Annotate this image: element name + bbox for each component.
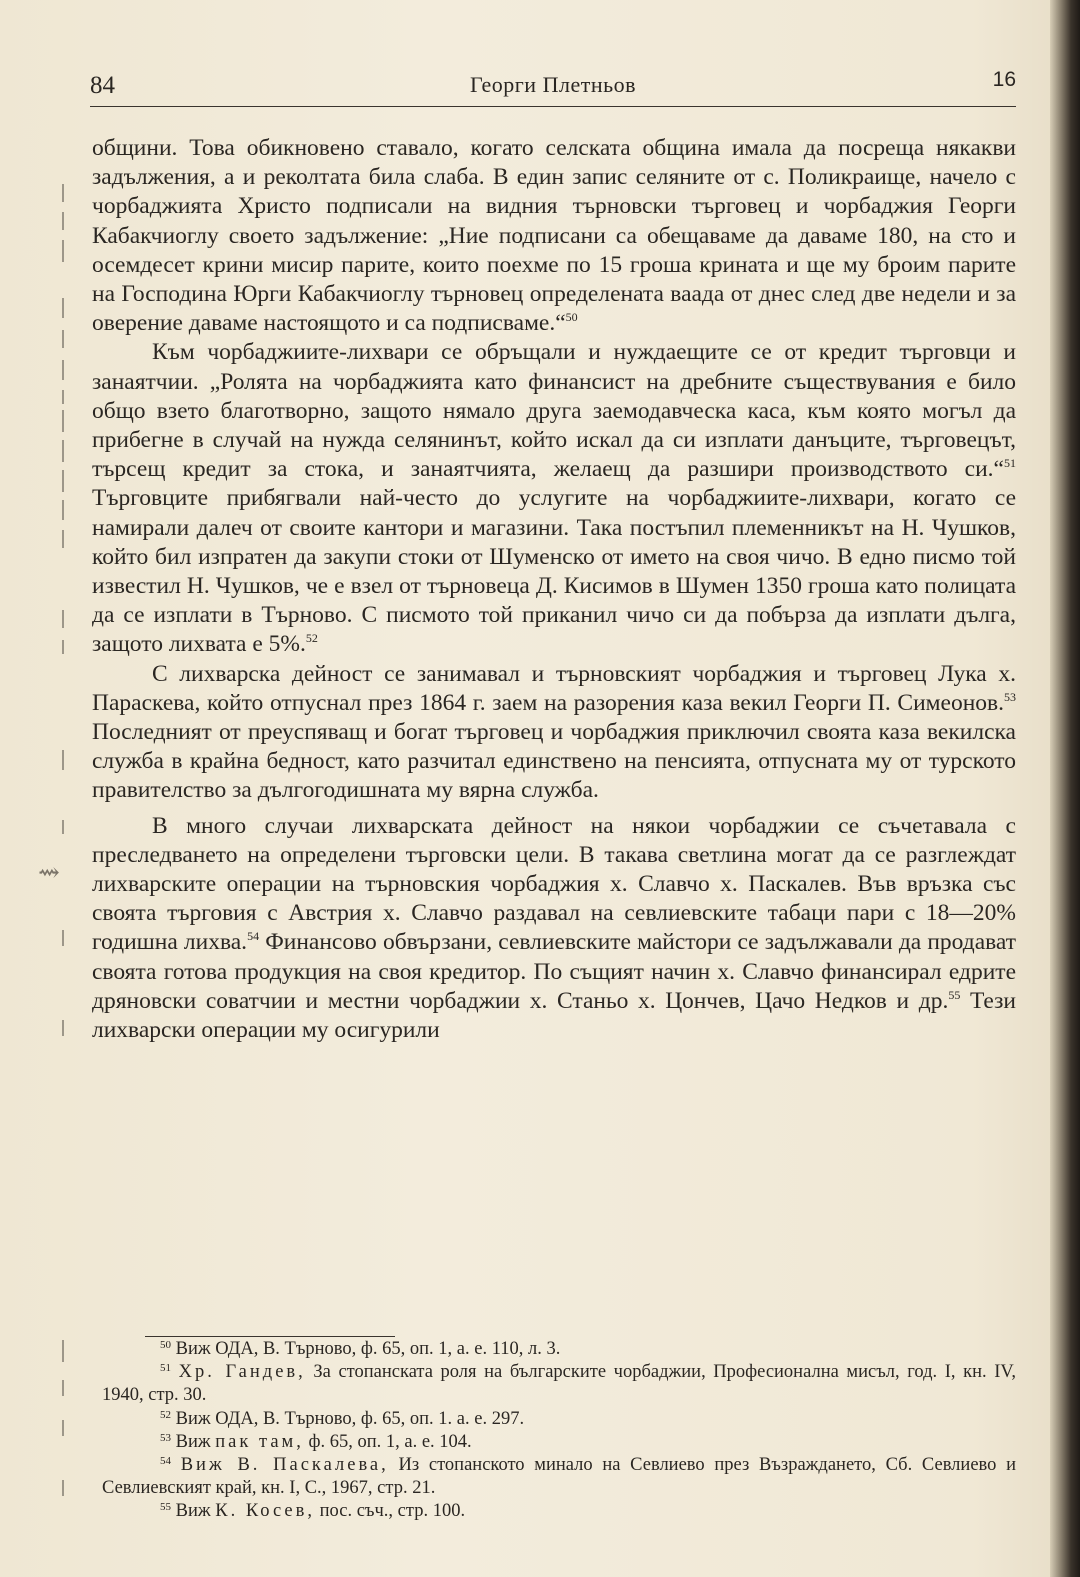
page-number: 84 [90, 72, 115, 99]
footnote-ref: 54 [247, 929, 260, 944]
page-header [90, 66, 1016, 107]
footnotes [102, 1338, 1016, 1524]
footnote: $^{55}$ Виж К. Косев, пос. съч., стр. 100. [160, 1501, 466, 1522]
footnote: $^{53}$ Виж пак там, ф. 65, оп. 1, а. е. 104. [160, 1431, 472, 1452]
main-text [92, 134, 1016, 1045]
book-spine-shadow [1050, 0, 1080, 1577]
paragraph-3: С лихварска дейност се занимавал и търновският чорбаджия и търговец Лука х. Параскева, който отпуснал през 1864 г. заем на разорения каза векил Георги П. Симеонов.$^{53}$ Последният от преуспяващ и богат търговец и чорбаджия приключил своята каза векилска служба в крайна бедност, като разчитал единствено на пенсията, отпусната му от турското правителство за дългогодишната му вярна служба. [92, 660, 1016, 804]
paragraph-4: В много случаи лихварската дейност на някои чорбаджии се съчетавала с преследването на определени търговски цели. В такава светлина могат да се разглеждат лихварските операции на търновския чорбаджия х. Славчо х. Паскалев. Във връзка със своята търговия с Австрия х. Славчо раздавал на севлиевските табаци пари с 18—20% годишна лихва.$^{54}$ Финансово обвързани, севлиевските майстори се задължавали да продават своята готова продукция на своя кредитор. По същият начин х. Славчо финансирал едрите дряновски соватчии и местни чорбаджии х. Станьо х. Цончев, Цачо Недков и др.$^{55}$ Тези лихварски операции му осигурили [92, 812, 1017, 1044]
paragraph-2: Към чорбаджиите-лихвари се обръщали и нуждаещите се от кредит търговци и занаятчии. „Ролята на чорбаджията като финансист на дребните съществувания е било общо взето благотворно, защото нямало друга заемодавческа каса, към която могъл да прибегне в случай на нужда селянинът, който искал да си изплати данъците, търговецът, търсещ кредит за стока, и занаятчията, желаещ да разшири производството си.“$^{51}$ Търговците прибягвали най-често до услугите на чорбаджиите-лихвари, когато се намирали далеч от своите кантори и магазини. Така постъпил племенникът на Н. Чушков, който бил изпратен да закупи стоки от Шуменско от името на своя чичо. В едно писмо той известил Н. Чушков, че е взел от търновеца Д. Кисимов в Шумен 1350 гроша като полицата да се изплати в Търново. С писмото той приканил чичо си да побърза да изплати дълга, защото лихвата е 5%.$^{52}$ [92, 339, 1016, 658]
footnote-ref: 52 [305, 631, 318, 646]
footnote: $^{52}$ Виж ОДА, В. Търново, ф. 65, оп. 1. а. е. 297. [160, 1408, 525, 1429]
running-title: Георги Плетньов [469, 72, 637, 97]
footnote-ref: 53 [1004, 689, 1016, 704]
footnote-ref: 51 [1004, 456, 1016, 471]
margin-arrow-mark: ⇝ [38, 858, 60, 887]
margin-pencil-marks [56, 170, 86, 1520]
paragraph-1: общини. Това обикновено ставало, когато селската община имала да посреща някакви задължения, а и реколтата била слаба. В един запис селяните от с. Поликраище, начело с чорбаджията Христо подписали на видния търновски търговец и чорбаджия Георги Кабакчиоглу своето задължение: „Ние подписани са обещаваме да даваме 180, на сто и осемдесет крини мисир парите, които поехме по 15 гроша крината и ще му броим парите на Господина Юрги Кабакчиоглу търновец определената ваада от днес след две недели и за оверение даваме настоящото и са подписваме.“$^{50}$ [92, 135, 1016, 337]
signature-mark: 16 [992, 68, 1016, 91]
footnote: $^{50}$ Виж ОДА, В. Търново, ф. 65, оп. 1, а. е. 110, л. 3. [160, 1339, 561, 1359]
footnote-separator [145, 1336, 395, 1337]
footnote: $^{51}$ Хр. Гандев, За стопанската роля на българските чорбаджии, Професионална мисъл, год. I, кн. IV, 1940, стр. 30. [102, 1362, 1016, 1406]
footnote-ref: 50 [565, 310, 578, 325]
footnote-ref: 55 [948, 987, 961, 1002]
footnote: $^{54}$ Виж В. Паскалева, Из стопанското минало на Севлиево през Възраждането, Сб. Севлиево и Севлиевският край, кн. I, С., 1967, стр. 21. [102, 1455, 1017, 1499]
